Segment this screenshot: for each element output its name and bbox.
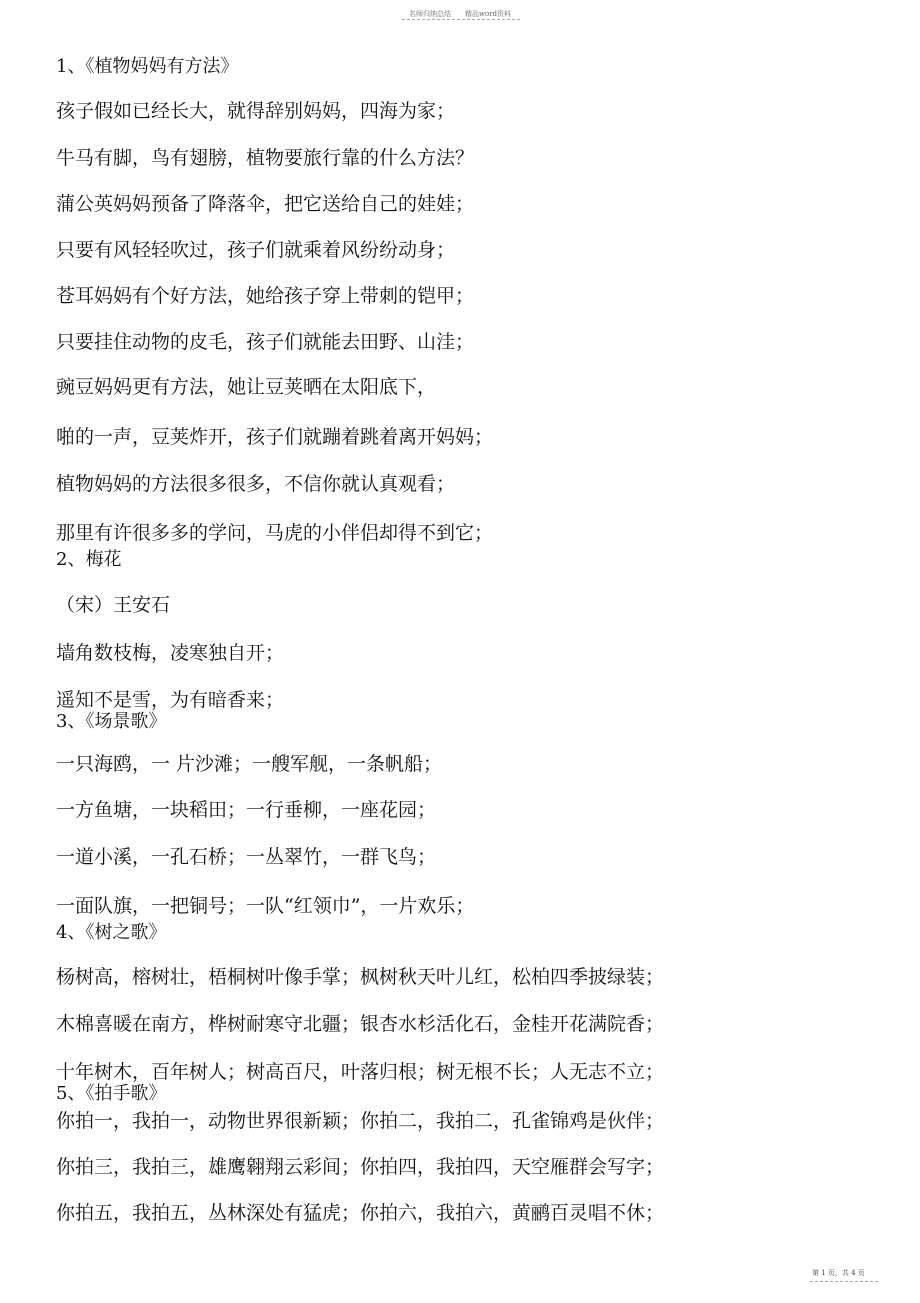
text-line: 啪的一声，豆荚炸开，孩子们就蹦着跳着离开妈妈； xyxy=(56,426,494,448)
title-scene-song: 3、《场景歌》 xyxy=(56,711,167,732)
text-line: 遥知不是雪，为有暗香来； xyxy=(56,689,285,711)
text-line: 墙角数枝梅，凌寒独自开； xyxy=(56,642,285,664)
header-divider xyxy=(402,19,520,20)
text-line: 只要挂住动物的皮毛，孩子们就能去田野、山洼； xyxy=(56,331,475,353)
text-line: 你拍一，我拍一，动物世界很新颖；你拍二，我拍二，孔雀锦鸡是伙伴； xyxy=(56,1110,665,1132)
author-line: （宋）王安石 xyxy=(56,594,171,616)
text-line: 木棉喜暖在南方，桦树耐寒守北疆；银杏水杉活化石，金桂开花满院香； xyxy=(56,1013,665,1035)
text-line: 植物妈妈的方法很多很多，不信你就认真观看； xyxy=(56,473,456,495)
footer-divider xyxy=(810,1281,878,1282)
text-line: 一道小溪，一孔石桥；一丛翠竹，一群飞鸟； xyxy=(56,846,437,868)
title-plum-blossom: 2、梅花 xyxy=(56,549,122,570)
page-header: 名师归纳总结 精品word资料 xyxy=(408,10,512,18)
text-line: 只要有风轻轻吹过，孩子们就乘着风纷纷动身； xyxy=(56,239,456,261)
text-line: 一方鱼塘，一块稻田；一行垂柳，一座花园； xyxy=(56,799,437,821)
text-line: 一面队旗，一把铜号；一队“红领巾”，一片欢乐； xyxy=(56,895,475,917)
text-line: 那里有许很多多的学问，马虎的小伴侣却得不到它； xyxy=(56,522,494,544)
text-line: 牛马有脚，鸟有翅膀，植物要旅行靠的什么方法？ xyxy=(56,147,475,169)
text-line: 孩子假如已经长大，就得辞别妈妈，四海为家； xyxy=(56,100,456,122)
text-line: 蒲公英妈妈预备了降落伞，把它送给自己的娃娃； xyxy=(56,193,475,215)
page-number: 第 1 页，共 4 页 xyxy=(812,1269,865,1277)
title-clapping-song: 5、《拍手歌》 xyxy=(56,1083,167,1104)
text-line: 你拍三，我拍三，雄鹰翱翔云彩间；你拍四，我拍四，天空雁群会写字； xyxy=(56,1156,665,1178)
text-line: 十年树木，百年树人；树高百尺，叶落归根；树无根不长；人无志不立； xyxy=(56,1061,665,1083)
text-line: 你拍五，我拍五，丛林深处有猛虎；你拍六，我拍六，黄鹂百灵唱不休； xyxy=(56,1202,665,1224)
text-line: 苍耳妈妈有个好方法，她给孩子穿上带刺的铠甲； xyxy=(56,285,475,307)
title-tree-song: 4、《树之歌》 xyxy=(56,922,167,943)
text-line: 杨树高，榕树壮，梧桐树叶像手掌；枫树秋天叶儿红，松柏四季披绿装； xyxy=(56,966,665,988)
title-plant-mothers: 1、《植物妈妈有方法》 xyxy=(56,56,239,77)
text-line: 豌豆妈妈更有方法，她让豆荚晒在太阳底下， xyxy=(56,376,437,398)
text-line: 一只海鸥，一 片沙滩；一艘军舰，一条帆船； xyxy=(56,753,443,775)
